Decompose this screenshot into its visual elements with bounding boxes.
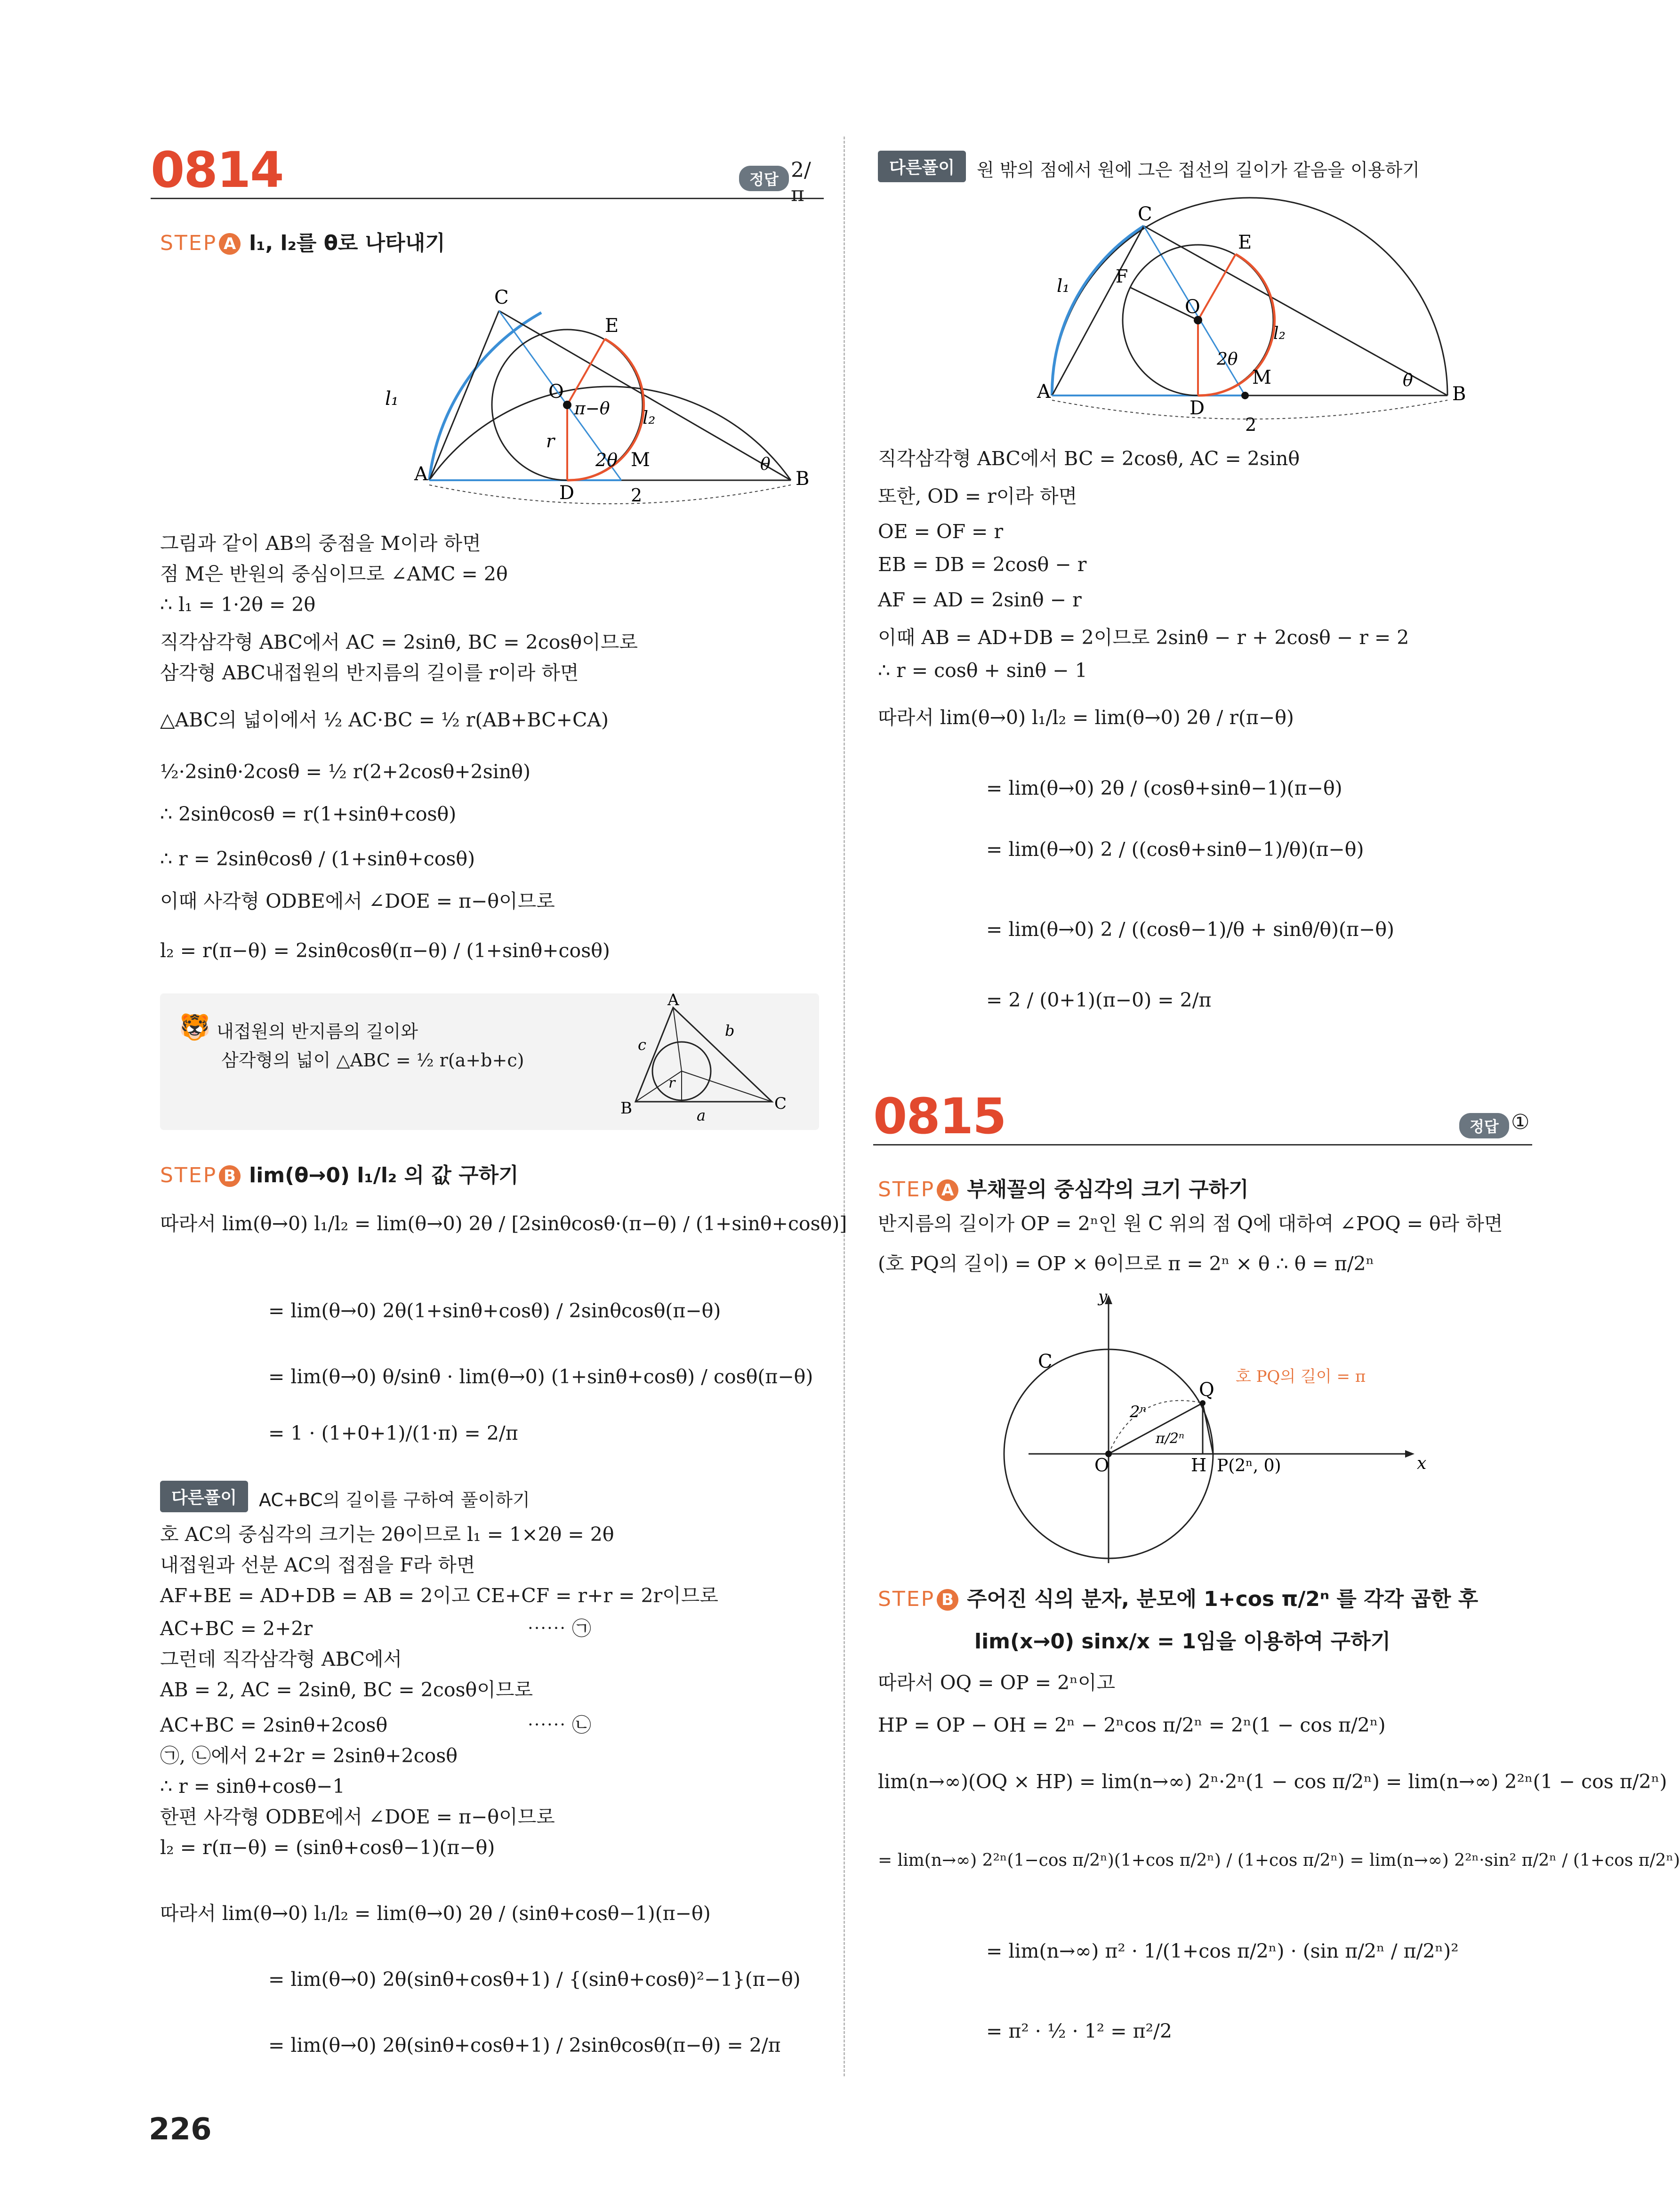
text-line: = lim(θ→0) 2θ(sinθ+cosθ+1) / {(sinθ+cosθ)²−1}(π−θ) [268,1968,801,1991]
svg-text:O: O [1094,1455,1109,1476]
svg-text:y: y [1098,1287,1108,1306]
tip-line-1: 내접원의 반지름의 길이와 [217,1021,418,1042]
tiger-icon: 🐯 [179,1012,211,1042]
text-line: AF = AD = 2sinθ − r [878,589,1082,611]
text-line: 따라서 OQ = OP = 2ⁿ이고 [878,1671,1116,1694]
text-line: = lim(θ→0) 2θ(1+sinθ+cosθ) / 2sinθcosθ(π−θ) [268,1299,721,1322]
svg-text:호 PQ의 길이 = π: 호 PQ의 길이 = π [1236,1367,1366,1386]
problem-number: 0815 [873,1088,1006,1145]
text-line: 직각삼각형 ABC에서 AC = 2sinθ, BC = 2cosθ이므로 [160,631,638,653]
text-line: = lim(θ→0) 2θ / (cosθ+sinθ−1)(π−θ) [986,777,1342,799]
text-line: 그런데 직각삼각형 ABC에서 [160,1648,402,1670]
text-line: = lim(θ→0) θ/sinθ · lim(θ→0) (1+sinθ+cosθ) / cosθ(π−θ) [268,1365,813,1388]
step-b-0815: STEP B 주어진 식의 분자, 분모에 1+cos π/2ⁿ 를 각각 곱한 후 [878,1587,1479,1611]
svg-text:θ: θ [1403,371,1413,390]
svg-text:c: c [638,1036,646,1054]
svg-text:2θ: 2θ [1217,350,1238,369]
svg-text:H: H [1191,1455,1207,1476]
svg-text:b: b [725,1022,735,1040]
tip-line-2: 삼각형의 넓이 △ABC = ½ r(a+b+c) [221,1050,524,1071]
text-line: 직각삼각형 ABC에서 BC = 2cosθ, AC = 2sinθ [878,447,1300,470]
svg-text:D: D [1190,397,1205,419]
svg-text:l₂: l₂ [1273,324,1286,343]
svg-text:C: C [1138,203,1152,225]
svg-text:π−θ: π−θ [574,399,610,419]
incircle-triangle-figure [612,993,810,1130]
text-line: 이때 사각형 ODBE에서 ∠DOE = π−θ이므로 [160,890,555,912]
semicircle-figure [259,273,847,506]
text-line: HP = OP − OH = 2ⁿ − 2ⁿcos π/2ⁿ = 2ⁿ(1 − cos π/2ⁿ) [878,1714,1386,1736]
svg-text:2: 2 [1245,414,1257,435]
text-line: 따라서 lim(θ→0) l₁/l₂ = lim(θ→0) 2θ / (sinθ+cosθ−1)(π−θ) [160,1902,711,1925]
text-line: lim(n→∞)(OQ × HP) = lim(n→∞) 2ⁿ·2ⁿ(1 − cos π/2ⁿ) = lim(n→∞) 2²ⁿ(1 − cos π/2ⁿ) [878,1770,1667,1793]
svg-text:M: M [1252,367,1271,388]
text-line: EB = DB = 2cosθ − r [878,553,1087,576]
svg-text:r: r [546,431,555,452]
svg-text:r: r [668,1075,675,1091]
svg-text:E: E [1238,232,1252,253]
text-line: AC+BC = 2+2r [160,1617,313,1640]
step-a-0814: STEP A l₁, l₂를 θ로 나타내기 [160,231,445,255]
step-b-0814: STEP B lim(θ→0) l₁/l₂ 의 값 구하기 [160,1163,519,1187]
svg-text:2ⁿ: 2ⁿ [1130,1403,1147,1421]
svg-text:x: x [1417,1454,1427,1473]
svg-text:C: C [494,287,509,308]
text-line: 삼각형 ABC내접원의 반지름의 길이를 r이라 하면 [160,661,579,684]
svg-text:θ: θ [760,455,771,474]
text-line: ∴ r = 2sinθcosθ / (1+sinθ+cosθ) [160,847,475,870]
eq-marker-1: ⋯⋯ ㉠ [527,1617,592,1640]
answer-value: ① [1511,1110,1530,1134]
page-number: 226 [149,2112,212,2147]
text-line: 그림과 같이 AB의 중점을 M이라 하면 [160,532,481,555]
svg-text:π/2ⁿ: π/2ⁿ [1156,1430,1185,1447]
svg-text:A: A [414,463,428,485]
text-line: ∴ r = cosθ + sinθ − 1 [878,659,1087,682]
step-title: lim(θ→0) l₁/l₂ 의 값 구하기 [249,1163,519,1187]
text-line: = lim(n→∞) π² · 1/(1+cos π/2ⁿ) · (sin π/2ⁿ / π/2ⁿ)² [986,1940,1459,1962]
text-line: ∴ l₁ = 1·2θ = 2θ [160,593,316,616]
svg-text:C: C [1038,1351,1053,1372]
svg-text:2θ: 2θ [595,450,618,470]
arc-l1 [429,313,541,480]
circle-sector-figure [1014,1287,1438,1568]
alt-solution-title: AC+BC의 길이를 구하여 풀이하기 [259,1490,530,1510]
svg-text:a: a [697,1106,706,1124]
svg-text:B: B [620,1099,632,1118]
text-line: ㉠, ㉡에서 2+2r = 2sinθ+2cosθ [160,1744,458,1767]
text-line: = 2 / (0+1)(π−0) = 2/π [986,989,1212,1011]
step-title: 부채꼴의 중심각의 크기 구하기 [967,1178,1249,1202]
text-line: 호 AC의 중심각의 크기는 2θ이므로 l₁ = 1×2θ = 2θ [160,1523,614,1546]
problem-header-0814 [151,141,824,212]
step-a-0815: STEP A 부채꼴의 중심각의 크기 구하기 [878,1178,1249,1202]
text-line: = lim(θ→0) 2 / ((cosθ+sinθ−1)/θ)(π−θ) [986,838,1364,861]
text-line: = lim(θ→0) 2 / ((cosθ−1)/θ + sinθ/θ)(π−θ) [986,918,1395,941]
svg-text:B: B [1452,383,1466,405]
text-line: 반지름의 길이가 OP = 2ⁿ인 원 C 위의 점 Q에 대하여 ∠POQ = θ라 하면 [878,1212,1503,1235]
text-line: 한편 사각형 ODBE에서 ∠DOE = π−θ이므로 [160,1806,555,1828]
header-rule [873,1144,1532,1145]
text-line: ½·2sinθ·2cosθ = ½ r(2+2cosθ+2sinθ) [160,760,531,783]
text-line: 내접원과 선분 AC의 접점을 F라 하면 [160,1554,475,1576]
step-title: 주어진 식의 분자, 분모에 1+cos π/2ⁿ 를 각각 곱한 후 [967,1587,1479,1611]
svg-text:2: 2 [631,485,643,506]
text-line: 또한, OD = r이라 하면 [878,485,1077,508]
svg-text:C: C [774,1094,787,1113]
text-line: 따라서 lim(θ→0) l₁/l₂ = lim(θ→0) 2θ / [2sinθcosθ·(π−θ) / (1+sinθ+cosθ)] [160,1212,847,1235]
text-line: 이때 AB = AD+DB = 2이므로 2sinθ − r + 2cosθ − r = 2 [878,626,1409,649]
svg-text:F: F [1116,266,1128,287]
text-line: AC+BC = 2sinθ+2cosθ [160,1714,388,1736]
text-line: 따라서 lim(θ→0) l₁/l₂ = lim(θ→0) 2θ / r(π−θ) [878,706,1294,729]
answer-badge: 정답 [739,166,789,191]
text-line: 점 M은 반원의 중심이므로 ∠AMC = 2θ [160,563,508,585]
text-line: OE = OF = r [878,520,1004,543]
tip-box [160,993,819,1130]
text-line: l₂ = r(π−θ) = (sinθ+cosθ−1)(π−θ) [160,1836,495,1859]
svg-text:l₂: l₂ [643,407,656,428]
svg-text:P(2ⁿ, 0): P(2ⁿ, 0) [1217,1456,1281,1476]
semicircle-figure-alt [967,198,1523,443]
answer-value: 2/π [791,158,811,206]
text-line: = lim(n→∞) 2²ⁿ(1−cos π/2ⁿ)(1+cos π/2ⁿ) / (1+cos π/2ⁿ) = lim(n→∞) 2²ⁿ·sin² π/2ⁿ / (1+cos π/2ⁿ) [878,1851,1680,1870]
svg-text:E: E [605,315,619,337]
text-line: ∴ 2sinθcosθ = r(1+sinθ+cosθ) [160,803,457,825]
text-line: △ABC의 넓이에서 ½ AC·BC = ½ r(AB+BC+CA) [160,709,609,731]
svg-text:l₁: l₁ [385,388,399,410]
header-rule [151,198,824,199]
problem-number: 0814 [151,141,283,199]
text-line: = 1 · (1+0+1)/(1·π) = 2/π [268,1422,518,1444]
text-line: AB = 2, AC = 2sinθ, BC = 2cosθ이므로 [160,1678,533,1701]
alt-solution-badge: 다른풀이 [160,1481,248,1512]
text-line: = lim(θ→0) 2θ(sinθ+cosθ+1) / 2sinθcosθ(π−θ) = 2/π [268,2034,781,2057]
svg-text:B: B [796,468,810,490]
step-title: l₁, l₂를 θ로 나타내기 [249,231,445,255]
svg-text:O: O [548,381,564,403]
text-line: (호 PQ의 길이) = OP × θ이므로 π = 2ⁿ × θ ∴ θ = π/2ⁿ [878,1252,1375,1275]
text-line: ∴ r = sinθ+cosθ−1 [160,1775,345,1798]
svg-text:D: D [559,482,575,504]
svg-text:Q: Q [1199,1379,1214,1401]
svg-text:A: A [667,991,679,1009]
svg-text:M: M [631,449,650,471]
eq-marker-2: ⋯⋯ ㉡ [527,1714,592,1736]
svg-text:O: O [1185,296,1200,318]
answer-badge: 정답 [1459,1113,1509,1138]
svg-text:l₁: l₁ [1057,275,1070,296]
svg-text:A: A [1037,381,1051,403]
step-b-title-2: lim(x→0) sinx/x = 1임을 이용하여 구하기 [974,1629,1391,1654]
text-line: = π² · ½ · 1² = π²/2 [986,2020,1172,2042]
alt-solution-title: 원 밖의 점에서 원에 그은 접선의 길이가 같음을 이용하기 [977,160,1420,180]
text-line: AF+BE = AD+DB = AB = 2이고 CE+CF = r+r = 2r이므로 [160,1584,718,1607]
problem-header-0815 [873,1088,1532,1158]
alt-solution-badge: 다른풀이 [878,151,966,182]
text-line: l₂ = r(π−θ) = 2sinθcosθ(π−θ) / (1+sinθ+cosθ) [160,939,610,962]
